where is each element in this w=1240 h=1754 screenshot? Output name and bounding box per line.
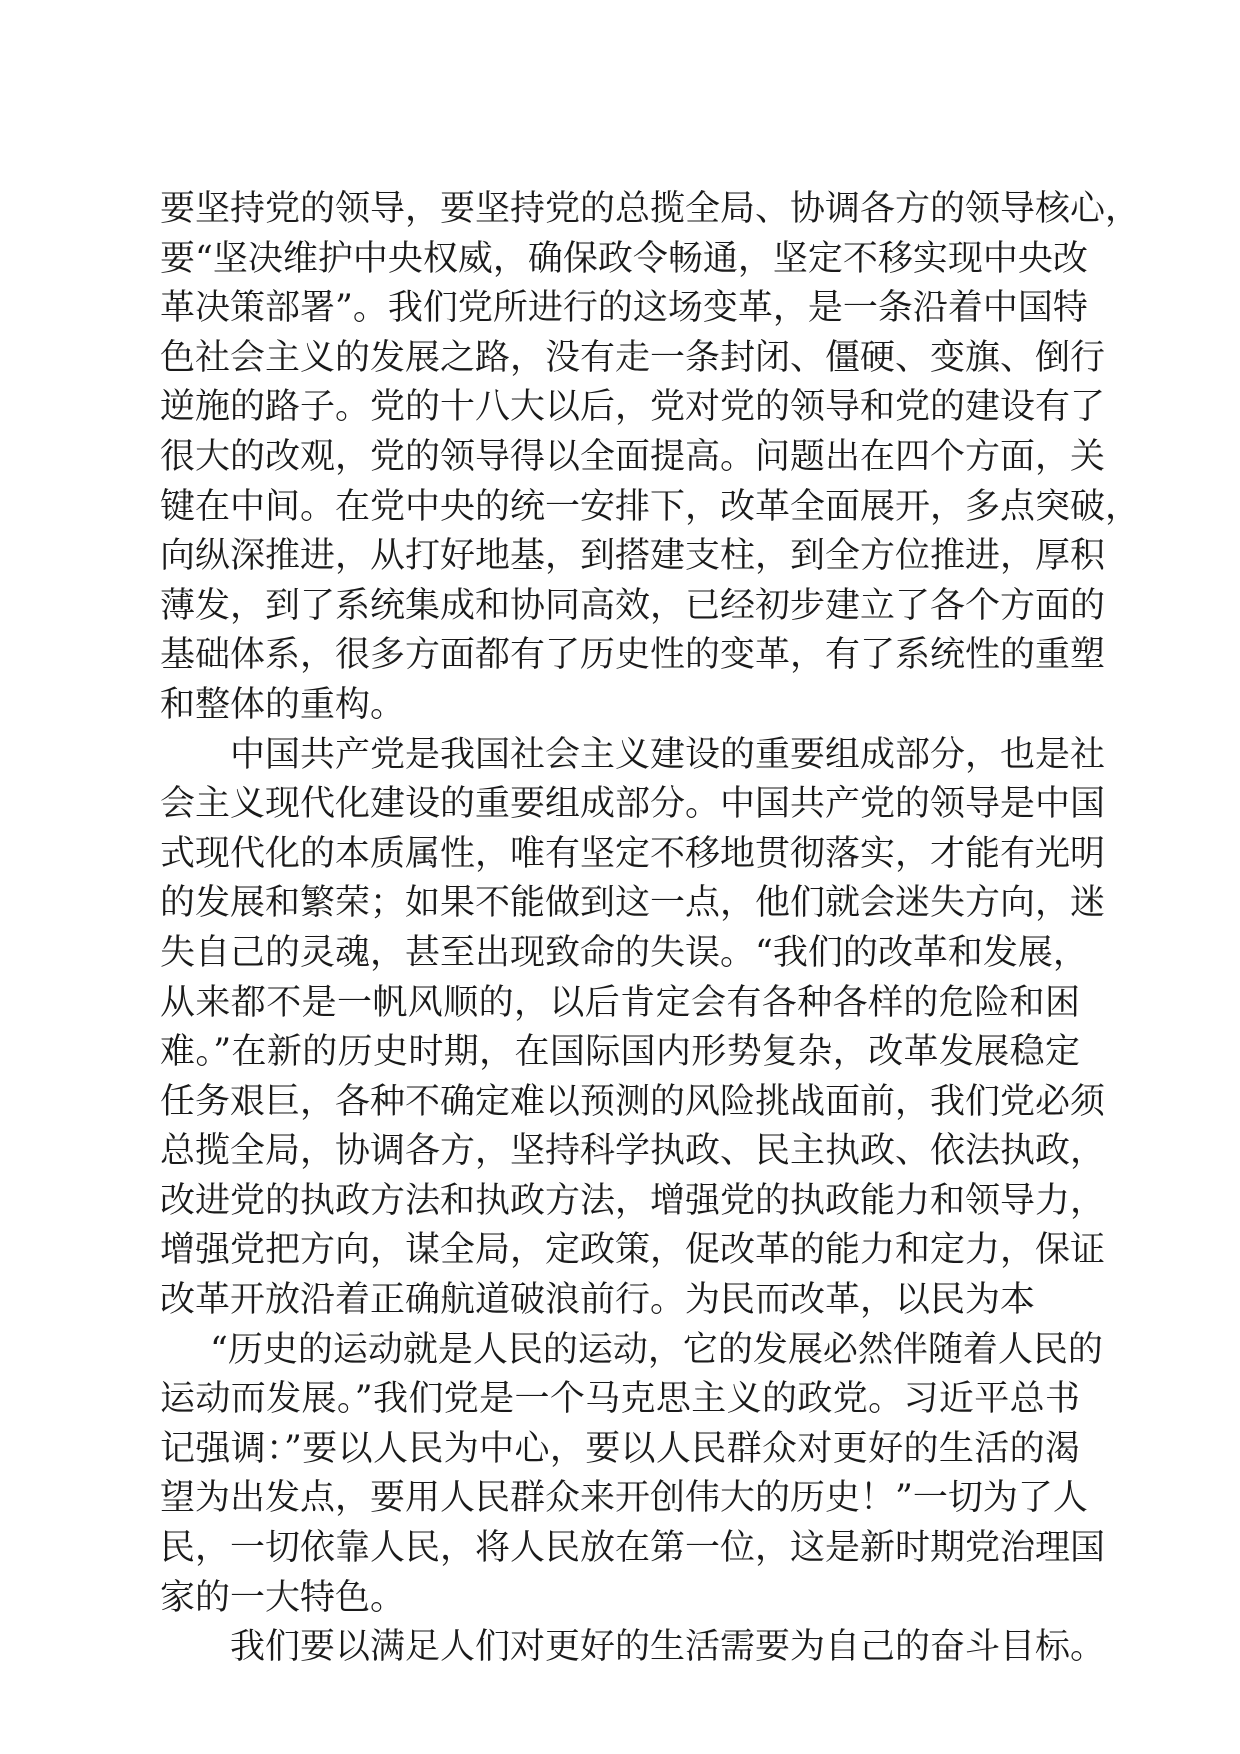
text-line: 记强调：”要以人民为中心，要以人民群众对更好的生活的渴	[160, 1428, 1080, 1469]
text-line: 要“坚决维护中央权威，确保政令畅通，坚定不移实现中央改	[160, 238, 1088, 279]
paragraph-3	[160, 1326, 1106, 1624]
text-line: 的发展和繁荣；如果不能做到这一点，他们就会迷失方向，迷	[160, 883, 1106, 924]
paragraph-1	[160, 185, 1141, 731]
text-line: 从来都不是一帆风顺的，以后肯定会有各种各样的危险和困	[160, 982, 1080, 1023]
text-line: 改革开放沿着正确航道破浪前行。为民而改革，以民为本	[160, 1280, 1036, 1321]
paragraph-2	[160, 731, 1106, 1326]
text-line: 要坚持党的领导，要坚持党的总揽全局、协调各方的领导核心，	[160, 189, 1141, 229]
text-line: 任务艰巨，各种不确定难以预测的风险挑战面前，我们党必须	[160, 1081, 1106, 1122]
text-line: “历史的运动就是人民的运动，它的发展必然伴随着人民的	[210, 1329, 1103, 1370]
text-line: 薄发，到了系统集成和协同高效，已经初步建立了各个方面的	[160, 585, 1106, 626]
paragraph-4	[160, 1623, 1106, 1673]
text-line: 基础体系，很多方面都有了历史性的变革，有了系统性的重塑	[160, 635, 1106, 676]
text-line: 总揽全局，协调各方，坚持科学执政、民主执政、依法执政，	[160, 1131, 1106, 1172]
text-line: 很大的改观，党的领导得以全面提高。问题出在四个方面，关	[160, 436, 1106, 477]
text-line: 民，一切依靠人民，将人民放在第一位，这是新时期党治理国	[160, 1528, 1106, 1569]
text-line: 失自己的灵魂，甚至出现致命的失误。“我们的改革和发展，	[160, 932, 1088, 973]
text-line: 式现代化的本质属性，唯有坚定不移地贯彻落实，才能有光明	[160, 833, 1106, 874]
text-line: 键在中间。在党中央的统一安排下，改革全面展开，多点突破，	[160, 486, 1141, 527]
text-line: 和整体的重构。	[160, 684, 406, 725]
text-line: 家的一大特色。	[160, 1577, 406, 1618]
text-line: 中国共产党是我国社会主义建设的重要组成部分，也是社	[230, 734, 1106, 775]
document-body	[160, 185, 1141, 1673]
text-line: 增强党把方向，谋全局，定政策，促改革的能力和定力，保证	[160, 1230, 1106, 1271]
text-line: 革决策部署”。我们党所进行的这场变革，是一条沿着中国特	[160, 288, 1088, 329]
text-line: 会主义现代化建设的重要组成部分。中国共产党的领导是中国	[160, 784, 1106, 825]
text-line: 逆施的路子。党的十八大以后，党对党的领导和党的建设有了	[160, 387, 1106, 428]
text-line: 我们要以满足人们对更好的生活需要为自己的奋斗目标。	[230, 1627, 1106, 1668]
text-line: 望为出发点，要用人民群众来开创伟大的历史！”一切为了人	[160, 1478, 1088, 1519]
text-line: 色社会主义的发展之路，没有走一条封闭、僵硬、变旗、倒行	[160, 337, 1106, 378]
text-line: 运动而发展。”我们党是一个马克思主义的政党。习近平总书	[160, 1379, 1080, 1420]
text-line: 难。”在新的历史时期，在国际国内形势复杂，改革发展稳定	[160, 1032, 1080, 1073]
text-line: 向纵深推进，从打好地基，到搭建支柱，到全方位推进，厚积	[160, 536, 1106, 577]
text-line: 改进党的执政方法和执政方法，增强党的执政能力和领导力，	[160, 1180, 1106, 1221]
